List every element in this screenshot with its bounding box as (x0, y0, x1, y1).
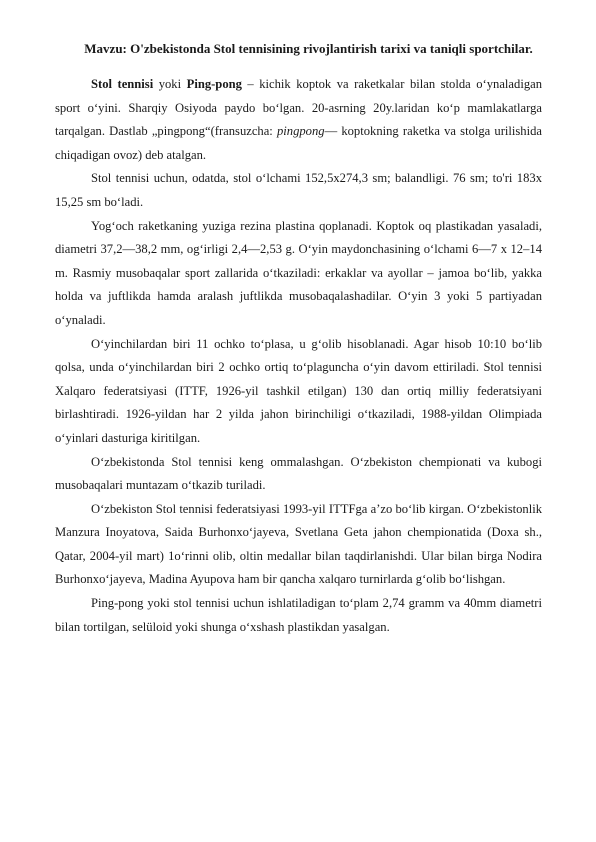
term-table-tennis: Stol tennisi (91, 77, 154, 91)
document-title: Mavzu: O'zbekistonda Stol tennisining rivojlantirish tarixi va taniqli sportchilar. (84, 41, 533, 56)
intro-italic-term: pingpong (276, 124, 325, 139)
paragraph-table-size: Stol tennisi uchun, odatda, stol oʻlchami 152,5x274,3 sm; balandligi. 76 sm; to'ri 183x 15,25 sm boʻladi. (55, 171, 542, 209)
paragraph-intro (55, 73, 542, 167)
intro-text-1: yoki (153, 77, 187, 91)
paragraph-uzbekistan: Oʻzbekistonda Stol tennisi keng ommalashgan. Oʻzbekiston chempionati va kubogi musobaqalari muntazam oʻtkazib turiladi. (55, 454, 542, 493)
document-page (55, 36, 542, 639)
term-ping-pong: Ping-pong (186, 77, 242, 91)
intro-text-2: – kichik koptok va raketkalar bilan stolda oʻynaladigan sport oʻyini. Sharqiy Osiyoda paydo boʻlgan. 20-asrning 20y.laridan koʻp mamlakatlarga tarqalgan. Dastlab „pingpong“(fransuzcha: (55, 77, 542, 139)
intro-text-3: — koptokning raketka va stolga urilishida chiqadigan ovoz) deb atalgan. (55, 124, 542, 162)
paragraph-federation: Oʻzbekiston Stol tennisi federatsiyasi 1993-yil ITTFga aʼzo boʻlib kirgan. Oʻzbekistonlik Manzura Inoyatova, Saida Burhonxoʻjayeva, Svetlana Geta jahon chempionatida (Doxa sh., Qatar, 2004-yil mart) 1oʻrinni olib, oltin medallar bilan taqdirlanishdi. Ular bilan birga Nodira Burhonxoʻjayeva, Madina Ayupova ham bir qancha xalqaro turnirlarda gʻolib boʻlishgan. (55, 501, 542, 587)
paragraph-rules: Oʻyinchilardan biri 11 ochko toʻplasa, u gʻolib hisoblanadi. Agar hisob 10:10 boʻlib qolsa, unda oʻyinchilardan biri 2 ochko ortiq toʻplaguncha oʻyin davom ettiriladi. Stol tennisi Xalqaro federatsiyasi (ITTF, 1926-yil tashkil etilgan) 130 dan ortiq milliy federatsiyani birlashtiradi. 1926-yildan har 2 yilda jahon birinchiligi oʻtkaziladi, 1988-yildan Olimpiada oʻyinlari dasturiga kiritilgan. (55, 336, 542, 445)
paragraph-ball: Ping-pong yoki stol tennisi uchun ishlatiladigan toʻplam 2,74 gramm va 40mm diametri bilan tortilgan, selüloid yoki shunga oʻxshash plastikdan yasalgan. (55, 596, 542, 634)
paragraph-equipment: Yogʻoch raketkaning yuziga rezina plastina qoplanadi. Koptok oq plastikadan yasaladi, diametri 37,2—38,2 mm, ogʻirligi 2,4—2,53 g. Oʻyin maydonchasining oʻlchami 6—7 x 12–14 m. Rasmiy musobaqalar sport zallarida oʻtkaziladi: erkaklar va ayollar – jamoa boʻlib, yakka holda va juftlikda hamda aralash juftlikda musobaqalashadilar. Oʻyin 3 yoki 5 partiyadan oʻynaladi. (55, 218, 542, 327)
